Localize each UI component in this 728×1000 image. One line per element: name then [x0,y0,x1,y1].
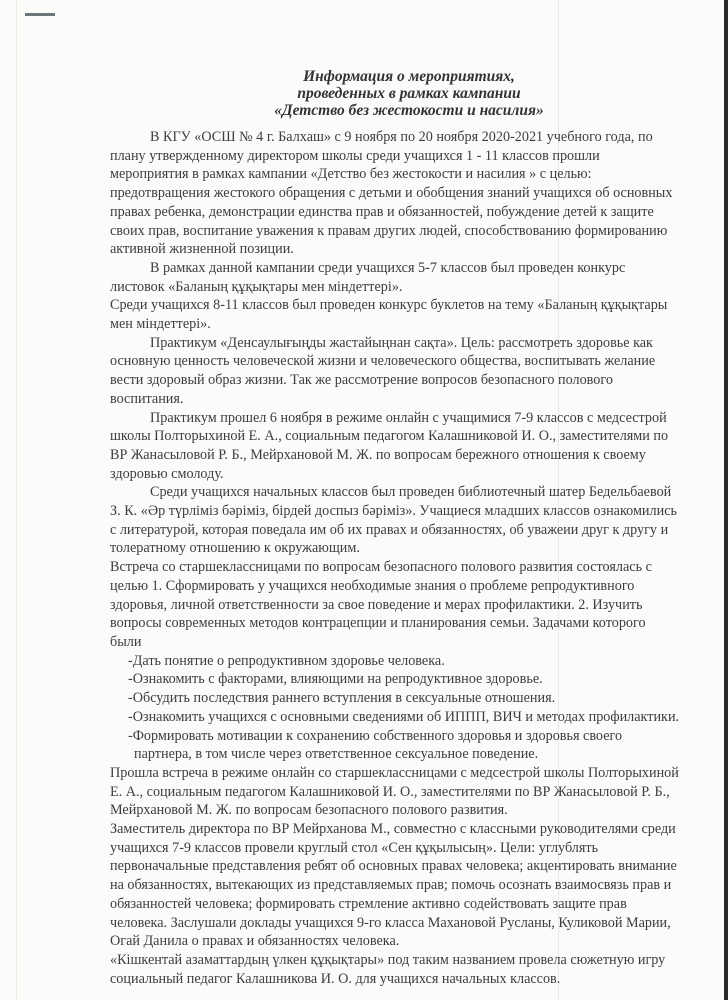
paragraph-intro: В КГУ «ОСШ № 4 г. Балхаш» с 9 ноября по 20 ноября 2020-2021 учебного года, по плану утвержденному директором школы среди учащихся 1 - 11 классов прошли мероприятия в рамках кампании «Детство без жестокости и насилия » с целью: предотвращения жестокого обращения с детьми и обобщения знаний учащихся об основных правах ребенка, демонстрации единства прав и обязанностей, побуждение детей к защите своих прав, воспитание уважения к правам других людей, способствованию формированию активной жизненной позиции. [110,129,673,258]
task-item: -Ознакомить с факторами, влияющими на репродуктивное здоровье. [128,671,543,688]
paragraph-library-tent: Среди учащихся начальных классов был проведен библиотечный шатер Бедельбаевой З. К. «Әр түрлiмiз бәрiмiз, бiрдей доспыз бәрiмiз». Учащиеся младших классов ознакомились с литературой, которая поведала им об их правах и обязанностях, об уважеии друг к другу и толератному отношению к окружающим. [110,484,677,557]
scan-edge [724,0,728,1000]
paragraph-leaflet-contest: В рамках данной кампании среди учащихся 5-7 классов был проведен конкурс листовок «Баланың құқықтары мен міндеттері». [110,259,626,295]
task-item: -Формировать мотивации к сохранению собственного здоровья и здоровья своего партнера, в том числе через ответственное сексуальное поведение. [128,727,623,763]
task-item: -Обсудить последствия раннего вступления в сексуальные отношения. [128,690,556,707]
title-line: «Детство без жестокости и насилия» [274,102,544,119]
paragraph-practicum-details: Практикум прошел 6 ноября в режиме онлайн с учащимися 7-9 классов с медсестрой школы Полторыхиной Е. А., социальным педагогом Калашниковой И. О., заместителями по ВР Жанасыловой Р. Б., Мейрхановой М. Ж. по вопросам бережного отношения к своему здоровью смолоду. [110,409,669,482]
tasks-list [110,652,680,764]
title-line: Информация о мероприятиях, [303,68,515,85]
scan-corner-mark [25,13,55,16]
paragraph-story-game: «Кiшкентай азаматтардың үлкен құқықтары» под таким названием провела сюжетную игру социальный педагог Калашникова И. О. для учащихся начальных классов. [110,951,666,987]
task-item: -Ознакомить учащихся с основными сведениями об ИППП, ВИЧ и методах профилактики. [128,708,680,725]
paragraph-round-table: Заместитель директора по ВР Мейрханова М., совместно с классными руководителями среди учащихся 7-9 классов провели круглый стол «Сен құқылысың». Цели: углублять первоначальные представления ребят об основных правах человека; акцентировать внимание на обязанностях, вытекающих из представляемых прав; помочь осознать взаимосвязь прав и обязанностей человека; формировать стремление активно содействовать защите прав человека. Заслушали доклады учащихся 9-го класса Махановой Русланы, Куликовой Марии, Огай Данила о правах и обязанностях человека. [110,821,677,950]
paragraph-practicum: Практикум «Денсаулығыңды жастайыңнан сақта». Цель: рассмотреть здоровье как основную ценность человеческой жизни и человеческого общества, воспитывать желание вести здоровый образ жизни. Так же рассмотрение вопросов безопасного полового воспитания. [110,334,656,407]
paragraph-online-meeting: Прошла встреча в режиме онлайн со старшеклассницами с медсестрой школы Полторыхиной Е. А., социальным педагогом Калашниковой И. О., заместителями по ВР Жанасыловой Р. Б., Мейрхановой М. Ж. по вопросам безопасного полового развития. [110,764,679,819]
paragraph-booklet-contest: Среди учащихся 8-11 классов был проведен конкурс буклетов на тему «Баланың құқықтары мен міндеттері». [110,297,668,333]
paragraph-meeting-goals: Встреча со старшеклассницами по вопросам безопасного полового развития состоялась с целью 1. Сформировать у учащихся необходимые знания о проблеме репродуктивного здоровья, личной ответственности за свое поведение и мерах профилактики. 2. Изучить вопросы современных методов контрацепции и планирования семьи. Задачами которого были [110,559,652,650]
document-body [110,128,680,988]
title-line: проведенных в рамках кампании [297,85,521,102]
scan-fold-line [16,0,17,1000]
document-title [0,68,728,119]
task-item: -Дать понятие о репродуктивном здоровье человека. [128,652,445,669]
